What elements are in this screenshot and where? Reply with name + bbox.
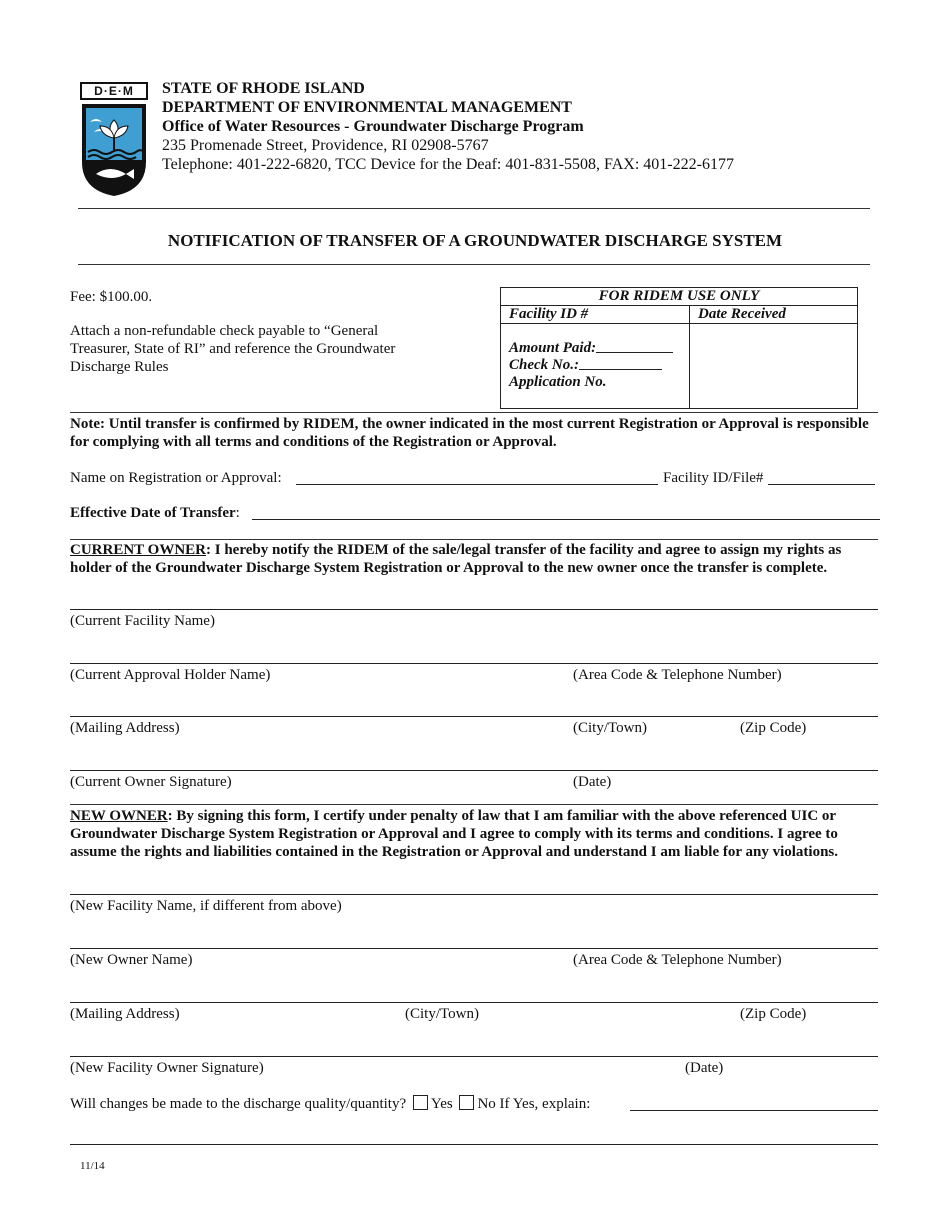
new-owner-divider [70, 804, 878, 805]
new-facility-name-field[interactable] [70, 894, 878, 895]
current-facility-name-field[interactable] [70, 609, 878, 610]
office-name: Office of Water Resources - Groundwater Discharge Program [162, 118, 584, 135]
office-telephone: Telephone: 401-222-6820, TCC Device for the Deaf: 401-831-5508, FAX: 401-222-6177 [162, 156, 734, 173]
current-zip-label: (Zip Code) [740, 720, 807, 736]
current-owner-divider [70, 539, 878, 540]
effective-date-field[interactable] [252, 519, 880, 520]
ridem-use-only-box [500, 287, 858, 409]
new-owner-heading: NEW OWNER [70, 808, 168, 824]
yes-label: Yes [430, 1096, 453, 1112]
new-city-label: (City/Town) [405, 1006, 479, 1022]
amount-paid-label: Amount Paid: [509, 340, 597, 356]
facility-file-field[interactable] [768, 484, 875, 485]
title-divider [78, 264, 870, 265]
new-mailing-field[interactable] [70, 1002, 878, 1003]
current-owner-statement [70, 541, 878, 577]
fee-amount: Fee: $100.00. [70, 289, 153, 305]
current-owner-heading: CURRENT OWNER [70, 542, 206, 558]
current-owner-text: : I hereby notify the RIDEM of the sale/legal transfer of the facility and agree to assign my rights as holder of the Groundwater Discharge System Registration or Approval to the new owner once the transfer is complete. [70, 542, 842, 576]
new-owner-text: : By signing this form, I certify under penalty of law that I am familiar with the above referenced UIC or Groundwater Discharge System Registration or Approval and I agree to comply with its terms and conditions. I agree to assume the rights and liabilities contained in the Registration or Approval and understand I am liable for any violations. [70, 808, 839, 860]
new-mailing-label: (Mailing Address) [70, 1006, 180, 1022]
date-received-field[interactable] [690, 324, 858, 409]
facility-id-header: Facility ID # [501, 306, 690, 324]
current-mailing-field[interactable] [70, 716, 878, 717]
explain-label: If Yes, explain: [499, 1096, 591, 1112]
new-owner-statement [70, 807, 878, 861]
explain-continuation-field[interactable] [70, 1144, 878, 1145]
new-signature-label: (New Facility Owner Signature) [70, 1060, 264, 1076]
no-label: No [477, 1096, 496, 1112]
date-received-header: Date Received [690, 306, 858, 324]
name-on-registration-label: Name on Registration or Approval: [70, 470, 282, 486]
form-revision: 11/14 [80, 1160, 105, 1172]
current-facility-name-label: (Current Facility Name) [70, 613, 215, 629]
new-date-label: (Date) [685, 1060, 724, 1076]
current-holder-name-label: (Current Approval Holder Name) [70, 667, 271, 683]
form-title: NOTIFICATION OF TRANSFER OF A GROUNDWATER DISCHARGE SYSTEM [167, 231, 783, 250]
amount-paid-field[interactable] [596, 352, 673, 353]
note-divider [70, 412, 878, 413]
effective-date-colon: : [235, 505, 240, 521]
application-no-label: Application No. [509, 374, 607, 390]
discharge-changes-row [70, 1095, 590, 1113]
check-no-label: Check No.: [509, 357, 579, 373]
state-name: STATE OF RHODE ISLAND [162, 80, 365, 97]
new-phone-label: (Area Code & Telephone Number) [573, 952, 782, 968]
ridem-payment-cell [501, 324, 690, 409]
new-zip-label: (Zip Code) [740, 1006, 807, 1022]
fee-instructions: Attach a non-refundable check payable to “General Treasurer, State of RI” and reference the Groundwater Discharge Rules [70, 323, 396, 375]
name-on-registration-field[interactable] [296, 484, 658, 485]
yes-checkbox[interactable] [413, 1095, 428, 1110]
effective-date-label [70, 504, 240, 522]
effective-date-label-text: Effective Date of Transfer [70, 505, 236, 521]
current-holder-name-field[interactable] [70, 663, 878, 664]
new-signature-field[interactable] [70, 1056, 878, 1057]
discharge-changes-question: Will changes be made to the discharge quality/quantity? [70, 1096, 407, 1112]
facility-file-label: Facility ID/File# [663, 470, 764, 486]
current-signature-label: (Current Owner Signature) [70, 774, 232, 790]
current-city-label: (City/Town) [573, 720, 647, 736]
new-owner-name-field[interactable] [70, 948, 878, 949]
new-facility-name-label: (New Facility Name, if different from above) [70, 898, 342, 914]
dem-logo [80, 82, 148, 194]
current-phone-label: (Area Code & Telephone Number) [573, 667, 782, 683]
no-checkbox[interactable] [459, 1095, 474, 1110]
new-owner-name-label: (New Owner Name) [70, 952, 193, 968]
current-date-label: (Date) [573, 774, 612, 790]
agency-header [162, 79, 734, 174]
dem-seal-icon [80, 102, 148, 198]
ridem-box-heading: FOR RIDEM USE ONLY [501, 288, 858, 306]
current-mailing-label: (Mailing Address) [70, 720, 180, 736]
dem-logo-text: D·E·M [80, 82, 148, 100]
office-address: 235 Promenade Street, Providence, RI 02908-5767 [162, 137, 489, 154]
header-divider [78, 208, 870, 209]
transfer-note: Note: Until transfer is confirmed by RIDEM, the owner indicated in the most current Registration or Approval is responsible for complying with all terms and conditions of the Registration or Approval. [70, 416, 869, 450]
explain-field[interactable] [630, 1110, 878, 1111]
department-name: DEPARTMENT OF ENVIRONMENTAL MANAGEMENT [162, 99, 572, 116]
current-signature-field[interactable] [70, 770, 878, 771]
check-no-field[interactable] [579, 369, 662, 370]
